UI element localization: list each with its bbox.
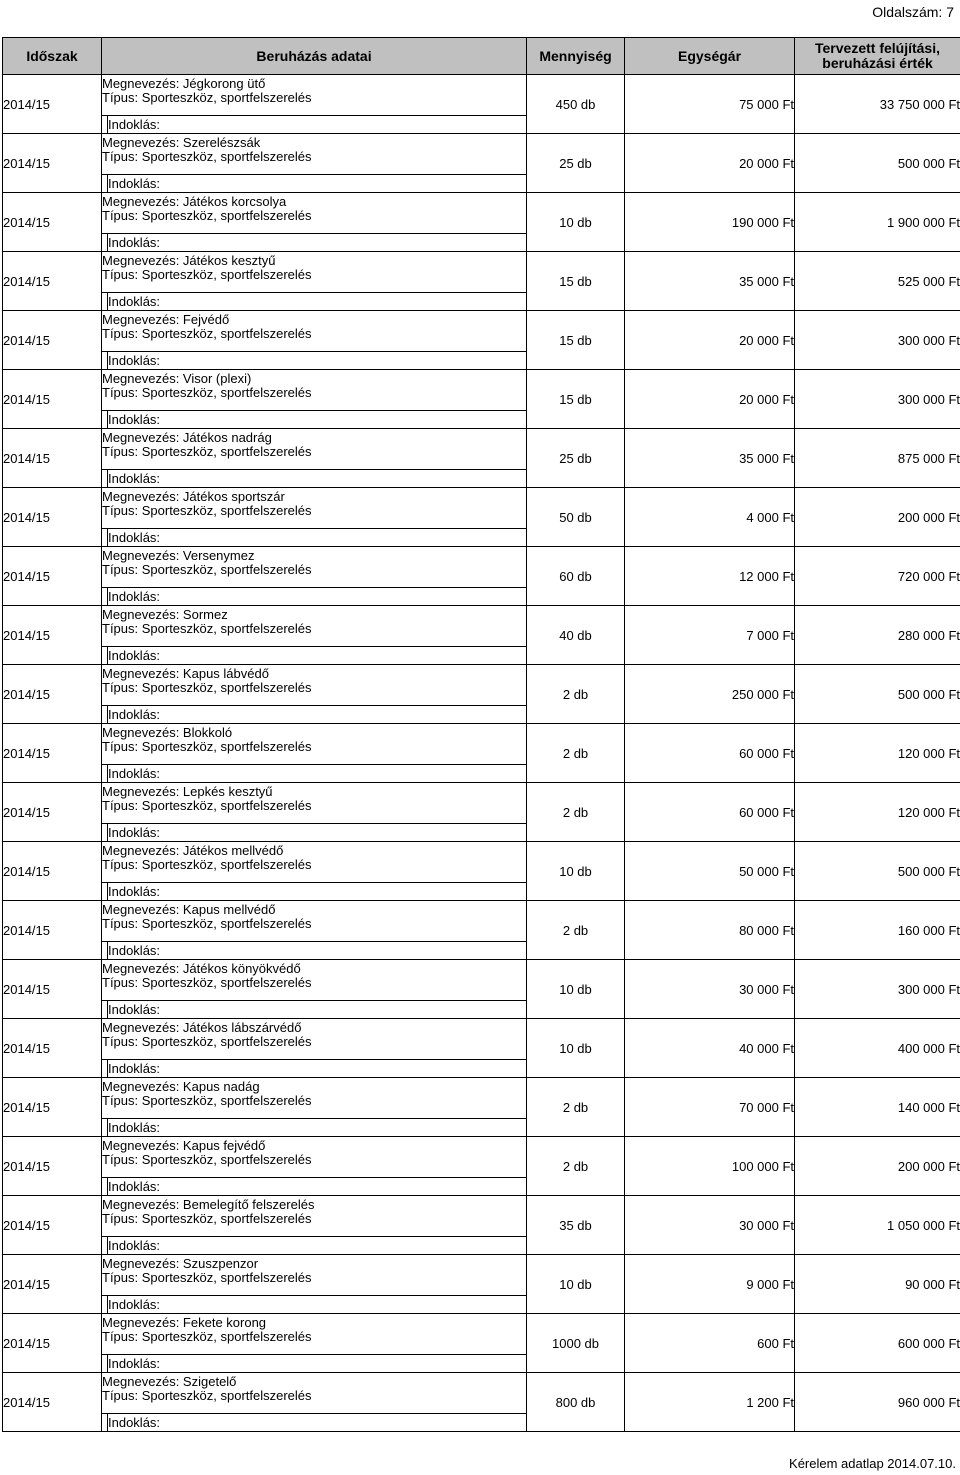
item-type: Típus: Sporteszköz, sportfelszerelés	[102, 916, 312, 931]
period-cell: 2014/15	[3, 1255, 102, 1314]
planned-value-cell: 120 000 Ft	[795, 724, 960, 783]
planned-value-cell: 400 000 Ft	[795, 1019, 960, 1078]
planned-value-cell: 960 000 Ft	[795, 1373, 960, 1432]
item-name: Megnevezés: Sormez	[102, 607, 228, 622]
item-name: Megnevezés: Bemelegítő felszerelés	[102, 1197, 315, 1212]
period-cell: 2014/15	[3, 606, 102, 665]
item-description	[102, 370, 527, 411]
period-cell: 2014/15	[3, 429, 102, 488]
item-description	[102, 724, 527, 765]
quantity-cell: 25 db	[527, 429, 625, 488]
unit-price-cell: 60 000 Ft	[625, 724, 795, 783]
item-description	[102, 665, 527, 706]
quantity-cell: 60 db	[527, 547, 625, 606]
quantity-cell: 10 db	[527, 842, 625, 901]
quantity-cell: 25 db	[527, 134, 625, 193]
planned-value-cell: 1 900 000 Ft	[795, 193, 960, 252]
item-description	[102, 134, 527, 175]
unit-price-cell: 4 000 Ft	[625, 488, 795, 547]
quantity-cell: 10 db	[527, 1255, 625, 1314]
period-cell: 2014/15	[3, 252, 102, 311]
item-name: Megnevezés: Jégkorong ütő	[102, 76, 266, 91]
item-type: Típus: Sporteszköz, sportfelszerelés	[102, 621, 312, 636]
planned-value-cell: 300 000 Ft	[795, 370, 960, 429]
quantity-cell: 2 db	[527, 665, 625, 724]
item-type: Típus: Sporteszköz, sportfelszerelés	[102, 975, 312, 990]
table-row	[3, 252, 960, 293]
item-type: Típus: Sporteszköz, sportfelszerelés	[102, 208, 312, 223]
table-row	[3, 429, 960, 470]
item-name: Megnevezés: Szuszpenzor	[102, 1256, 259, 1271]
item-type: Típus: Sporteszköz, sportfelszerelés	[102, 90, 312, 105]
quantity-cell: 10 db	[527, 1019, 625, 1078]
period-cell: 2014/15	[3, 311, 102, 370]
planned-value-cell: 500 000 Ft	[795, 842, 960, 901]
quantity-cell: 15 db	[527, 370, 625, 429]
planned-value-cell: 140 000 Ft	[795, 1078, 960, 1137]
item-type: Típus: Sporteszköz, sportfelszerelés	[102, 503, 312, 518]
item-description	[102, 1255, 527, 1296]
period-cell: 2014/15	[3, 75, 102, 134]
table-row	[3, 783, 960, 824]
item-name: Megnevezés: Játékos nadrág	[102, 430, 272, 445]
period-cell: 2014/15	[3, 724, 102, 783]
item-type: Típus: Sporteszköz, sportfelszerelés	[102, 267, 312, 282]
unit-price-cell: 75 000 Ft	[625, 75, 795, 134]
item-name: Megnevezés: Kapus fejvédő	[102, 1138, 266, 1153]
item-name: Megnevezés: Versenymez	[102, 548, 255, 563]
period-cell: 2014/15	[3, 960, 102, 1019]
item-type: Típus: Sporteszköz, sportfelszerelés	[102, 1152, 312, 1167]
period-cell: 2014/15	[3, 1019, 102, 1078]
period-cell: 2014/15	[3, 1137, 102, 1196]
header-planned-value-line2: beruházási érték	[822, 55, 933, 71]
justification-label: Indoklás:	[108, 529, 527, 547]
unit-price-cell: 600 Ft	[625, 1314, 795, 1373]
item-description	[102, 488, 527, 529]
table-row	[3, 901, 960, 942]
unit-price-cell: 35 000 Ft	[625, 429, 795, 488]
header-planned-value-line1: Tervezett felújítási,	[815, 40, 941, 56]
item-name: Megnevezés: Szerelészsák	[102, 135, 261, 150]
period-cell: 2014/15	[3, 1314, 102, 1373]
unit-price-cell: 1 200 Ft	[625, 1373, 795, 1432]
item-name: Megnevezés: Játékos lábszárvédő	[102, 1020, 302, 1035]
unit-price-cell: 250 000 Ft	[625, 665, 795, 724]
justification-label: Indoklás:	[108, 588, 527, 606]
planned-value-cell: 200 000 Ft	[795, 1137, 960, 1196]
item-description	[102, 311, 527, 352]
justification-label: Indoklás:	[108, 234, 527, 252]
unit-price-cell: 100 000 Ft	[625, 1137, 795, 1196]
item-description	[102, 193, 527, 234]
page-number: Oldalszám: 7	[872, 4, 954, 20]
item-name: Megnevezés: Kapus mellvédő	[102, 902, 276, 917]
quantity-cell: 40 db	[527, 606, 625, 665]
quantity-cell: 2 db	[527, 901, 625, 960]
table-row	[3, 1196, 960, 1237]
item-type: Típus: Sporteszköz, sportfelszerelés	[102, 562, 312, 577]
item-name: Megnevezés: Lepkés kesztyű	[102, 784, 273, 799]
justification-label: Indoklás:	[108, 1001, 527, 1019]
period-cell: 2014/15	[3, 193, 102, 252]
item-type: Típus: Sporteszköz, sportfelszerelés	[102, 385, 312, 400]
item-type: Típus: Sporteszköz, sportfelszerelés	[102, 798, 312, 813]
planned-value-cell: 300 000 Ft	[795, 311, 960, 370]
period-cell: 2014/15	[3, 1078, 102, 1137]
table-row	[3, 370, 960, 411]
item-name: Megnevezés: Kapus nadág	[102, 1079, 260, 1094]
period-cell: 2014/15	[3, 665, 102, 724]
planned-value-cell: 875 000 Ft	[795, 429, 960, 488]
justification-label: Indoklás:	[108, 1178, 527, 1196]
table-row	[3, 134, 960, 175]
justification-label: Indoklás:	[108, 1060, 527, 1078]
justification-label: Indoklás:	[108, 116, 527, 134]
justification-label: Indoklás:	[108, 706, 527, 724]
planned-value-cell: 500 000 Ft	[795, 134, 960, 193]
unit-price-cell: 40 000 Ft	[625, 1019, 795, 1078]
quantity-cell: 15 db	[527, 311, 625, 370]
item-description	[102, 429, 527, 470]
table-row	[3, 665, 960, 706]
planned-value-cell: 33 750 000 Ft	[795, 75, 960, 134]
table-row	[3, 842, 960, 883]
table-row	[3, 606, 960, 647]
item-name: Megnevezés: Játékos kesztyű	[102, 253, 276, 268]
table-row	[3, 724, 960, 765]
quantity-cell: 15 db	[527, 252, 625, 311]
period-cell: 2014/15	[3, 1373, 102, 1432]
justification-label: Indoklás:	[108, 1355, 527, 1373]
table-row	[3, 1137, 960, 1178]
item-description	[102, 783, 527, 824]
planned-value-cell: 200 000 Ft	[795, 488, 960, 547]
justification-label: Indoklás:	[108, 942, 527, 960]
planned-value-cell: 300 000 Ft	[795, 960, 960, 1019]
item-description	[102, 252, 527, 293]
table-row	[3, 1019, 960, 1060]
item-description	[102, 960, 527, 1001]
item-type: Típus: Sporteszköz, sportfelszerelés	[102, 1034, 312, 1049]
unit-price-cell: 30 000 Ft	[625, 1196, 795, 1255]
planned-value-cell: 280 000 Ft	[795, 606, 960, 665]
quantity-cell: 2 db	[527, 783, 625, 842]
justification-label: Indoklás:	[108, 1414, 527, 1432]
period-cell: 2014/15	[3, 488, 102, 547]
item-description	[102, 1196, 527, 1237]
justification-label: Indoklás:	[108, 824, 527, 842]
item-name: Megnevezés: Játékos könyökvédő	[102, 961, 301, 976]
table-row	[3, 1314, 960, 1355]
table-body	[3, 75, 960, 1432]
quantity-cell: 10 db	[527, 960, 625, 1019]
item-type: Típus: Sporteszköz, sportfelszerelés	[102, 739, 312, 754]
planned-value-cell: 160 000 Ft	[795, 901, 960, 960]
header-quantity: Mennyiség	[527, 38, 625, 75]
investment-table	[2, 37, 960, 1432]
item-name: Megnevezés: Visor (plexi)	[102, 371, 252, 386]
justification-label: Indoklás:	[108, 352, 527, 370]
justification-label: Indoklás:	[108, 411, 527, 429]
table-row	[3, 75, 960, 116]
period-cell: 2014/15	[3, 783, 102, 842]
unit-price-cell: 9 000 Ft	[625, 1255, 795, 1314]
item-type: Típus: Sporteszköz, sportfelszerelés	[102, 1388, 312, 1403]
table-row	[3, 960, 960, 1001]
item-type: Típus: Sporteszköz, sportfelszerelés	[102, 680, 312, 695]
justification-label: Indoklás:	[108, 175, 527, 193]
item-name: Megnevezés: Játékos mellvédő	[102, 843, 284, 858]
item-type: Típus: Sporteszköz, sportfelszerelés	[102, 1093, 312, 1108]
justification-label: Indoklás:	[108, 470, 527, 488]
quantity-cell: 50 db	[527, 488, 625, 547]
header-period: Időszak	[3, 38, 102, 75]
period-cell: 2014/15	[3, 547, 102, 606]
item-description	[102, 547, 527, 588]
table-row	[3, 1255, 960, 1296]
item-type: Típus: Sporteszköz, sportfelszerelés	[102, 326, 312, 341]
unit-price-cell: 20 000 Ft	[625, 370, 795, 429]
planned-value-cell: 1 050 000 Ft	[795, 1196, 960, 1255]
period-cell: 2014/15	[3, 370, 102, 429]
item-description	[102, 842, 527, 883]
item-type: Típus: Sporteszköz, sportfelszerelés	[102, 1329, 312, 1344]
footer-text: Kérelem adatlap 2014.07.10.	[789, 1456, 956, 1471]
justification-label: Indoklás:	[108, 765, 527, 783]
item-type: Típus: Sporteszköz, sportfelszerelés	[102, 857, 312, 872]
unit-price-cell: 30 000 Ft	[625, 960, 795, 1019]
unit-price-cell: 80 000 Ft	[625, 901, 795, 960]
header-planned-value	[795, 38, 960, 75]
item-description	[102, 1019, 527, 1060]
item-name: Megnevezés: Blokkoló	[102, 725, 233, 740]
table-header-row	[3, 38, 960, 75]
item-name: Megnevezés: Fekete korong	[102, 1315, 267, 1330]
planned-value-cell: 525 000 Ft	[795, 252, 960, 311]
item-description	[102, 1137, 527, 1178]
period-cell: 2014/15	[3, 134, 102, 193]
item-name: Megnevezés: Fejvédő	[102, 312, 230, 327]
planned-value-cell: 120 000 Ft	[795, 783, 960, 842]
header-investment: Beruházás adatai	[102, 38, 527, 75]
planned-value-cell: 720 000 Ft	[795, 547, 960, 606]
justification-label: Indoklás:	[108, 293, 527, 311]
table-row	[3, 1373, 960, 1414]
quantity-cell: 2 db	[527, 724, 625, 783]
justification-label: Indoklás:	[108, 647, 527, 665]
item-name: Megnevezés: Szigetelő	[102, 1374, 237, 1389]
justification-label: Indoklás:	[108, 1296, 527, 1314]
item-name: Megnevezés: Játékos sportszár	[102, 489, 285, 504]
item-description	[102, 75, 527, 116]
item-type: Típus: Sporteszköz, sportfelszerelés	[102, 1211, 312, 1226]
unit-price-cell: 190 000 Ft	[625, 193, 795, 252]
planned-value-cell: 600 000 Ft	[795, 1314, 960, 1373]
table-row	[3, 1078, 960, 1119]
header-unit-price: Egységár	[625, 38, 795, 75]
item-name: Megnevezés: Kapus lábvédő	[102, 666, 269, 681]
period-cell: 2014/15	[3, 1196, 102, 1255]
item-description	[102, 1373, 527, 1414]
unit-price-cell: 7 000 Ft	[625, 606, 795, 665]
item-description	[102, 901, 527, 942]
period-cell: 2014/15	[3, 901, 102, 960]
quantity-cell: 2 db	[527, 1137, 625, 1196]
item-description	[102, 1078, 527, 1119]
unit-price-cell: 50 000 Ft	[625, 842, 795, 901]
unit-price-cell: 20 000 Ft	[625, 311, 795, 370]
quantity-cell: 2 db	[527, 1078, 625, 1137]
item-description	[102, 606, 527, 647]
item-type: Típus: Sporteszköz, sportfelszerelés	[102, 149, 312, 164]
unit-price-cell: 20 000 Ft	[625, 134, 795, 193]
planned-value-cell: 500 000 Ft	[795, 665, 960, 724]
justification-label: Indoklás:	[108, 1119, 527, 1137]
item-description	[102, 1314, 527, 1355]
item-type: Típus: Sporteszköz, sportfelszerelés	[102, 444, 312, 459]
unit-price-cell: 35 000 Ft	[625, 252, 795, 311]
quantity-cell: 10 db	[527, 193, 625, 252]
quantity-cell: 1000 db	[527, 1314, 625, 1373]
unit-price-cell: 12 000 Ft	[625, 547, 795, 606]
table-row	[3, 488, 960, 529]
table-row	[3, 193, 960, 234]
table-row	[3, 311, 960, 352]
table-row	[3, 547, 960, 588]
unit-price-cell: 70 000 Ft	[625, 1078, 795, 1137]
period-cell: 2014/15	[3, 842, 102, 901]
quantity-cell: 450 db	[527, 75, 625, 134]
quantity-cell: 800 db	[527, 1373, 625, 1432]
justification-label: Indoklás:	[108, 883, 527, 901]
item-name: Megnevezés: Játékos korcsolya	[102, 194, 287, 209]
unit-price-cell: 60 000 Ft	[625, 783, 795, 842]
planned-value-cell: 90 000 Ft	[795, 1255, 960, 1314]
item-type: Típus: Sporteszköz, sportfelszerelés	[102, 1270, 312, 1285]
justification-label: Indoklás:	[108, 1237, 527, 1255]
quantity-cell: 35 db	[527, 1196, 625, 1255]
